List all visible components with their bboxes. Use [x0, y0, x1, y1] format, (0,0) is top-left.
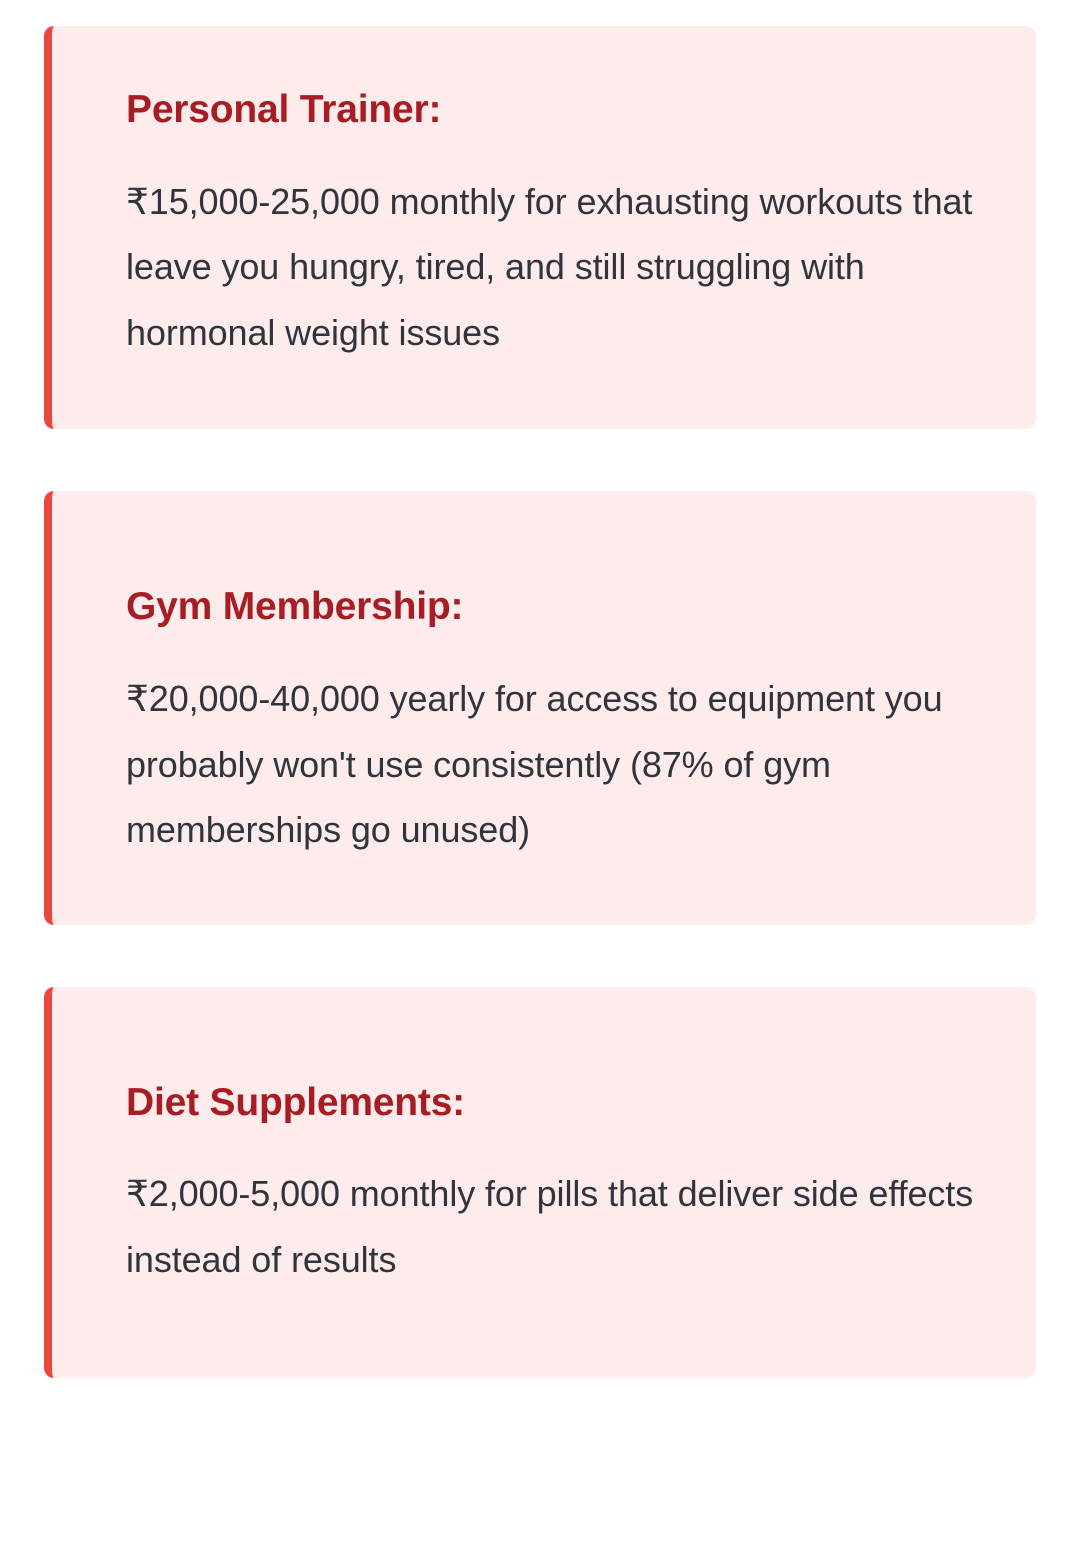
cost-card-title: Personal Trainer: [126, 88, 442, 131]
cost-card-description: ₹2,000-5,000 monthly for pills that deliver side effects instead of results [126, 1173, 974, 1280]
cost-card-title: Gym Membership: [126, 585, 464, 629]
cost-card-description: ₹20,000-40,000 yearly for access to equipment you probably won't use consistently (87% of gym memberships go unused) [126, 678, 943, 851]
cost-card-personal-trainer [44, 26, 1036, 429]
cost-card-description: ₹15,000-25,000 monthly for exhausting workouts that leave you hungry, tired, and still struggling with hormonal weight issues [126, 180, 973, 353]
cost-card-diet-supplements [44, 987, 1036, 1379]
cost-card-gym-membership [44, 491, 1036, 924]
cost-card-title: Diet Supplements: [126, 1080, 465, 1124]
